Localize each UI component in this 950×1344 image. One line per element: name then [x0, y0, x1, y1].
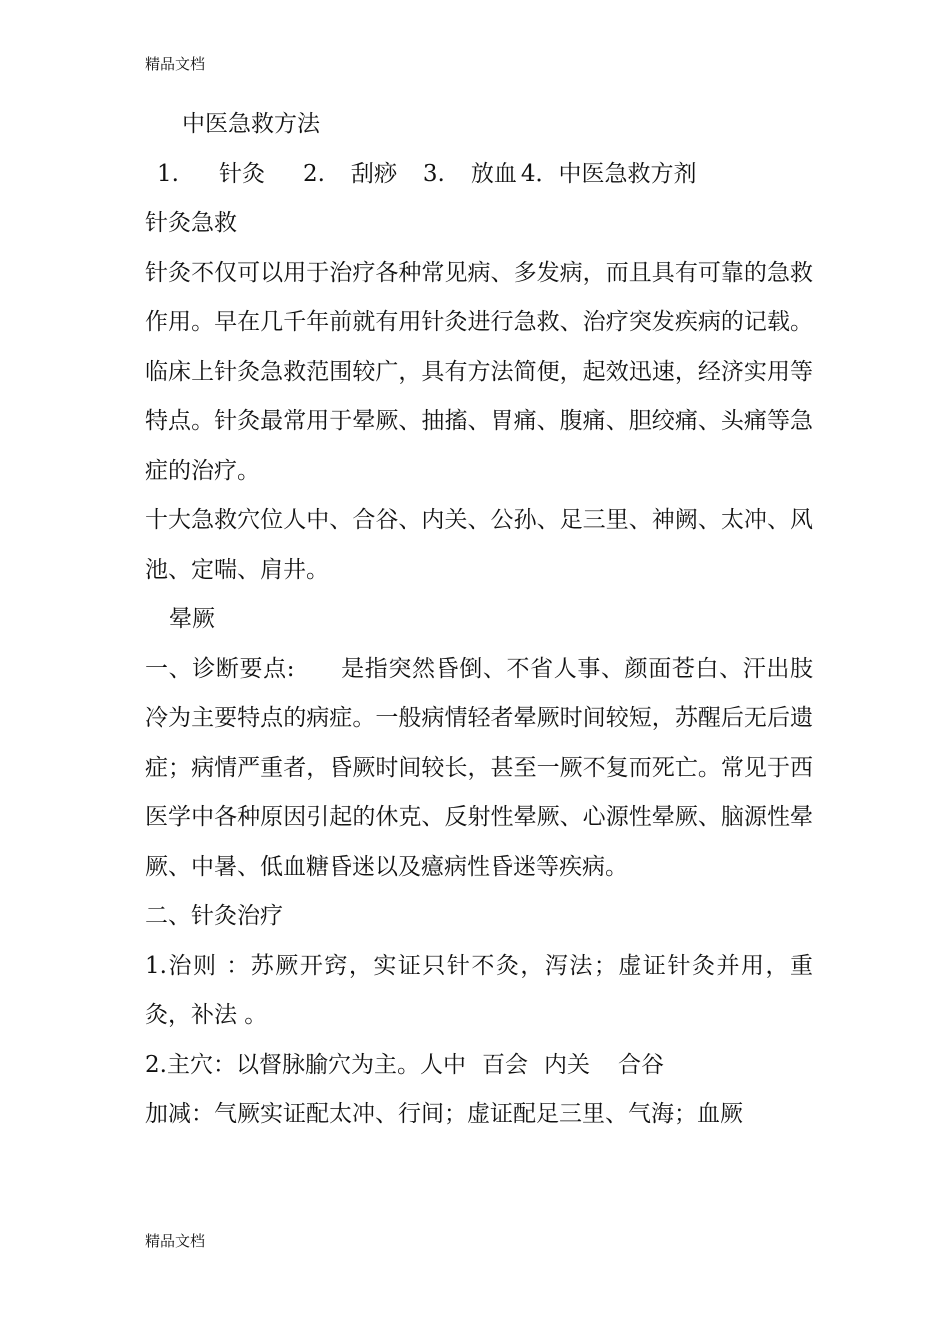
- method-number-1: 1.: [157, 160, 179, 187]
- section-heading-acupuncture: 针灸急救: [145, 210, 237, 236]
- main-point-renzhong: 人中: [419, 1051, 466, 1078]
- paragraph-modification: 加减：气厥实证配太冲、行间；虚证配足三里、气海；血厥: [145, 1101, 743, 1127]
- diagnosis-label: 一、诊断要点:: [145, 655, 295, 682]
- method-item-guasha: 刮痧: [350, 160, 397, 187]
- document-title: 中医急救方法: [182, 111, 320, 137]
- main-point-neiguan: 内关: [543, 1051, 590, 1078]
- paragraph-principle: 1.治则 ：苏厥开窍，实证只针不灸，泻法；虚证针灸并用，重灸，补法 。: [145, 952, 813, 1028]
- main-points-label: 2.主穴：以督脉腧穴为主。: [145, 1051, 420, 1078]
- page-footer: 精品文档: [145, 1232, 206, 1250]
- method-item-acupuncture: 针灸: [218, 160, 265, 187]
- main-point-baihui: 百会: [481, 1051, 528, 1078]
- page-header: 精品文档: [145, 55, 206, 73]
- paragraph-intro: 针灸不仅可以用于治疗各种常见病、多发病，而且具有可靠的急救作用。早在几千年前就有用针灸进行急救、治疗突发疾病的记载。临床上针灸急救范围较广，具有方法简便，起效迅速，经济实用等特点。针灸最常用于晕厥、抽搐、胃痛、腹痛、胆绞痛、头痛等急症的治疗。: [145, 259, 813, 484]
- method-number-2: 2.: [302, 160, 325, 187]
- method-item-prescriptions: 中医急救方剂: [558, 160, 697, 187]
- method-number-3: 3.: [422, 160, 445, 187]
- paragraph-diagnosis: [145, 645, 813, 893]
- paragraph-acupoints: 十大急救穴位人中、合谷、内关、公孙、足三里、神阙、太冲、风池、定喘、肩井。: [145, 507, 813, 583]
- paragraph-main-points: [145, 1041, 813, 1091]
- document-body: [145, 100, 813, 1140]
- method-item-bloodletting: 放血: [470, 160, 517, 187]
- section-heading-treatment: 二、针灸治疗: [145, 903, 283, 929]
- main-point-hegu: 合谷: [617, 1051, 664, 1078]
- diagnosis-text: 是指突然昏倒、不省人事、颜面苍白、汗出肢冷为主要特点的病症。一般病情轻者晕厥时间较短，苏醒后无后遗症；病情严重者，昏厥时间较长，甚至一厥不复而死亡。常见于西医学中各种原因引起的休克、反射性晕厥、心源性晕厥、脑源性晕厥、中暑、低血糖昏迷以及癔病性昏迷等疾病。: [145, 655, 813, 880]
- method-number-4: 4．: [520, 160, 559, 187]
- method-list: [145, 150, 813, 200]
- section-heading-syncope: 晕厥: [169, 606, 215, 632]
